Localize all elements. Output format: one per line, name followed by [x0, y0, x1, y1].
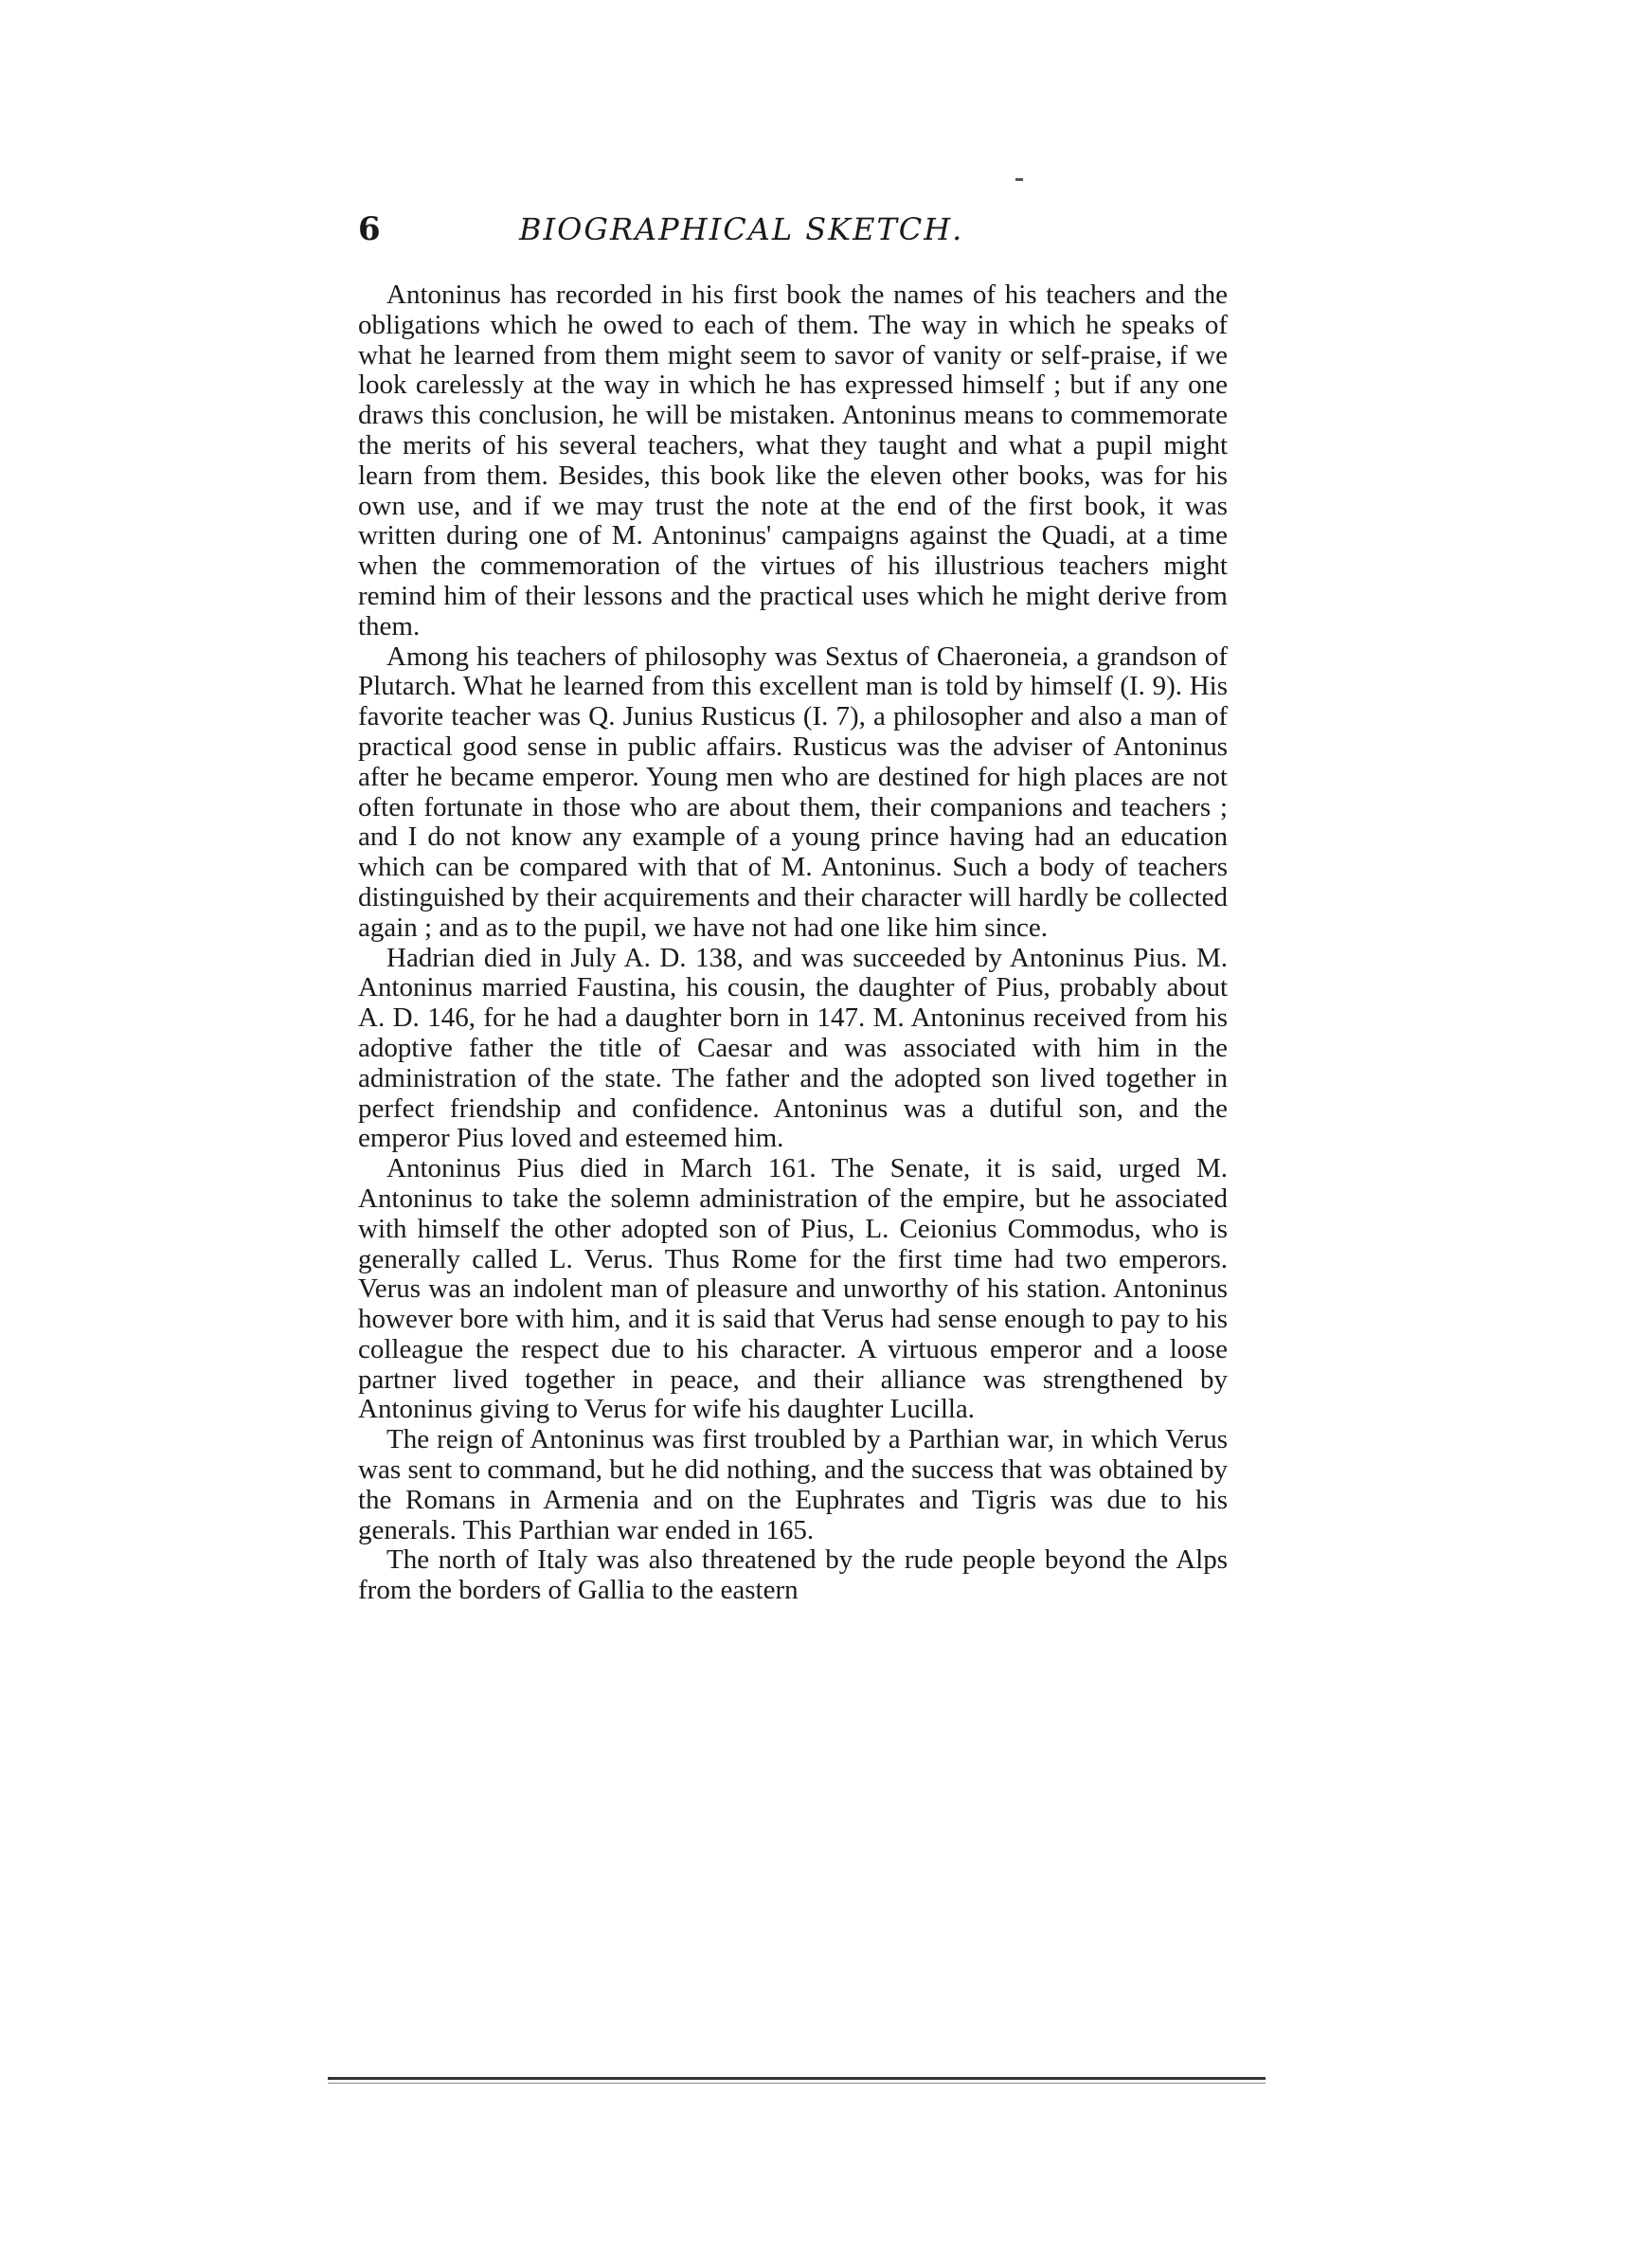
running-title: BIOGRAPHICAL SKETCH. [519, 211, 964, 247]
paragraph: Antoninus has recorded in his first book the names of his teachers and the obligations which he owed to each of them. The way in which he speaks of what he learned from them might seem to savor of vanity or self-praise, if we look carelessly at the way in which he has expressed himself ; but if any one draws this conclusion, he will be mistaken. Antoninus means to commemorate the merits of his several teachers, what they taught and what a pupil might learn from them. Besides, this book like the eleven other books, was for his own use, and if we may trust the note at the end of the first book, it was written during one of M. Antoninus' campaigns against the Quadi, at a time when the commemoration of the virtues of his illustrious teachers might remind him of their lessons and the practical uses which he might derive from them. [358, 280, 1228, 641]
paragraph: The reign of Antoninus was first troubled by a Parthian war, in which Verus was sent to command, but he did nothing, and the success that was obtained by the Romans in Armenia and on the Euphrates and Tigris was due to his generals. This Parthian war ended in 165. [358, 1424, 1228, 1545]
body-text [358, 280, 1228, 1606]
paragraph: The north of Italy was also threatened by the rude people beyond the Alps from the borders of Gallia to the eastern [358, 1544, 1228, 1606]
page-header [358, 207, 1239, 263]
paragraph: Hadrian died in July A. D. 138, and was succeeded by Antoninus Pius. M. Antoninus married Faustina, his cousin, the daughter of Pius, probably about A. D. 146, for he had a daughter born in 147. M. Antoninus received from his adoptive father the title of Caesar and was associated with him in the administration of the state. The father and the adopted son lived together in perfect friendship and confidence. Antoninus was a dutiful son, and the emperor Pius loved and esteemed him. [358, 942, 1228, 1154]
page-number: 6 [358, 210, 381, 248]
ink-speck [1015, 178, 1023, 181]
paragraph: Antoninus Pius died in March 161. The Senate, it is said, urged M. Antoninus to take the solemn administration of the empire, but he associated with himself the other adopted son of Pius, L. Ceionius Commodus, who is generally called L. Verus. Thus Rome for the first time had two emperors. Verus was an indolent man of pleasure and unworthy of his station. Antoninus however bore with him, and it is said that Verus had sense enough to pay to his colleague the respect due to his character. A virtuous emperor and a loose partner lived together in peace, and their alliance was strengthened by Antoninus giving to Verus for wife his daughter Lucilla. [358, 1153, 1228, 1425]
footer-rule [328, 2077, 1266, 2080]
footer-rule-thin [328, 2083, 1266, 2084]
paragraph: Among his teachers of philosophy was Sextus of Chaeroneia, a grandson of Plutarch. What he learned from this excellent man is told by himself (I. 9). His favorite teacher was Q. Junius Rusticus (I. 7), a philosopher and also a man of practical good sense in public affairs. Rusticus was the adviser of Antoninus after he became emperor. Young men who are destined for high places are not often fortunate in those who are about them, their companions and teachers ; and I do not know any example of a young prince having had an education which can be compared with that of M. Antoninus. Such a body of teachers distinguished by their acquirements and their character will hardly be collected again ; and as to the pupil, we have not had one like him since. [358, 641, 1228, 943]
